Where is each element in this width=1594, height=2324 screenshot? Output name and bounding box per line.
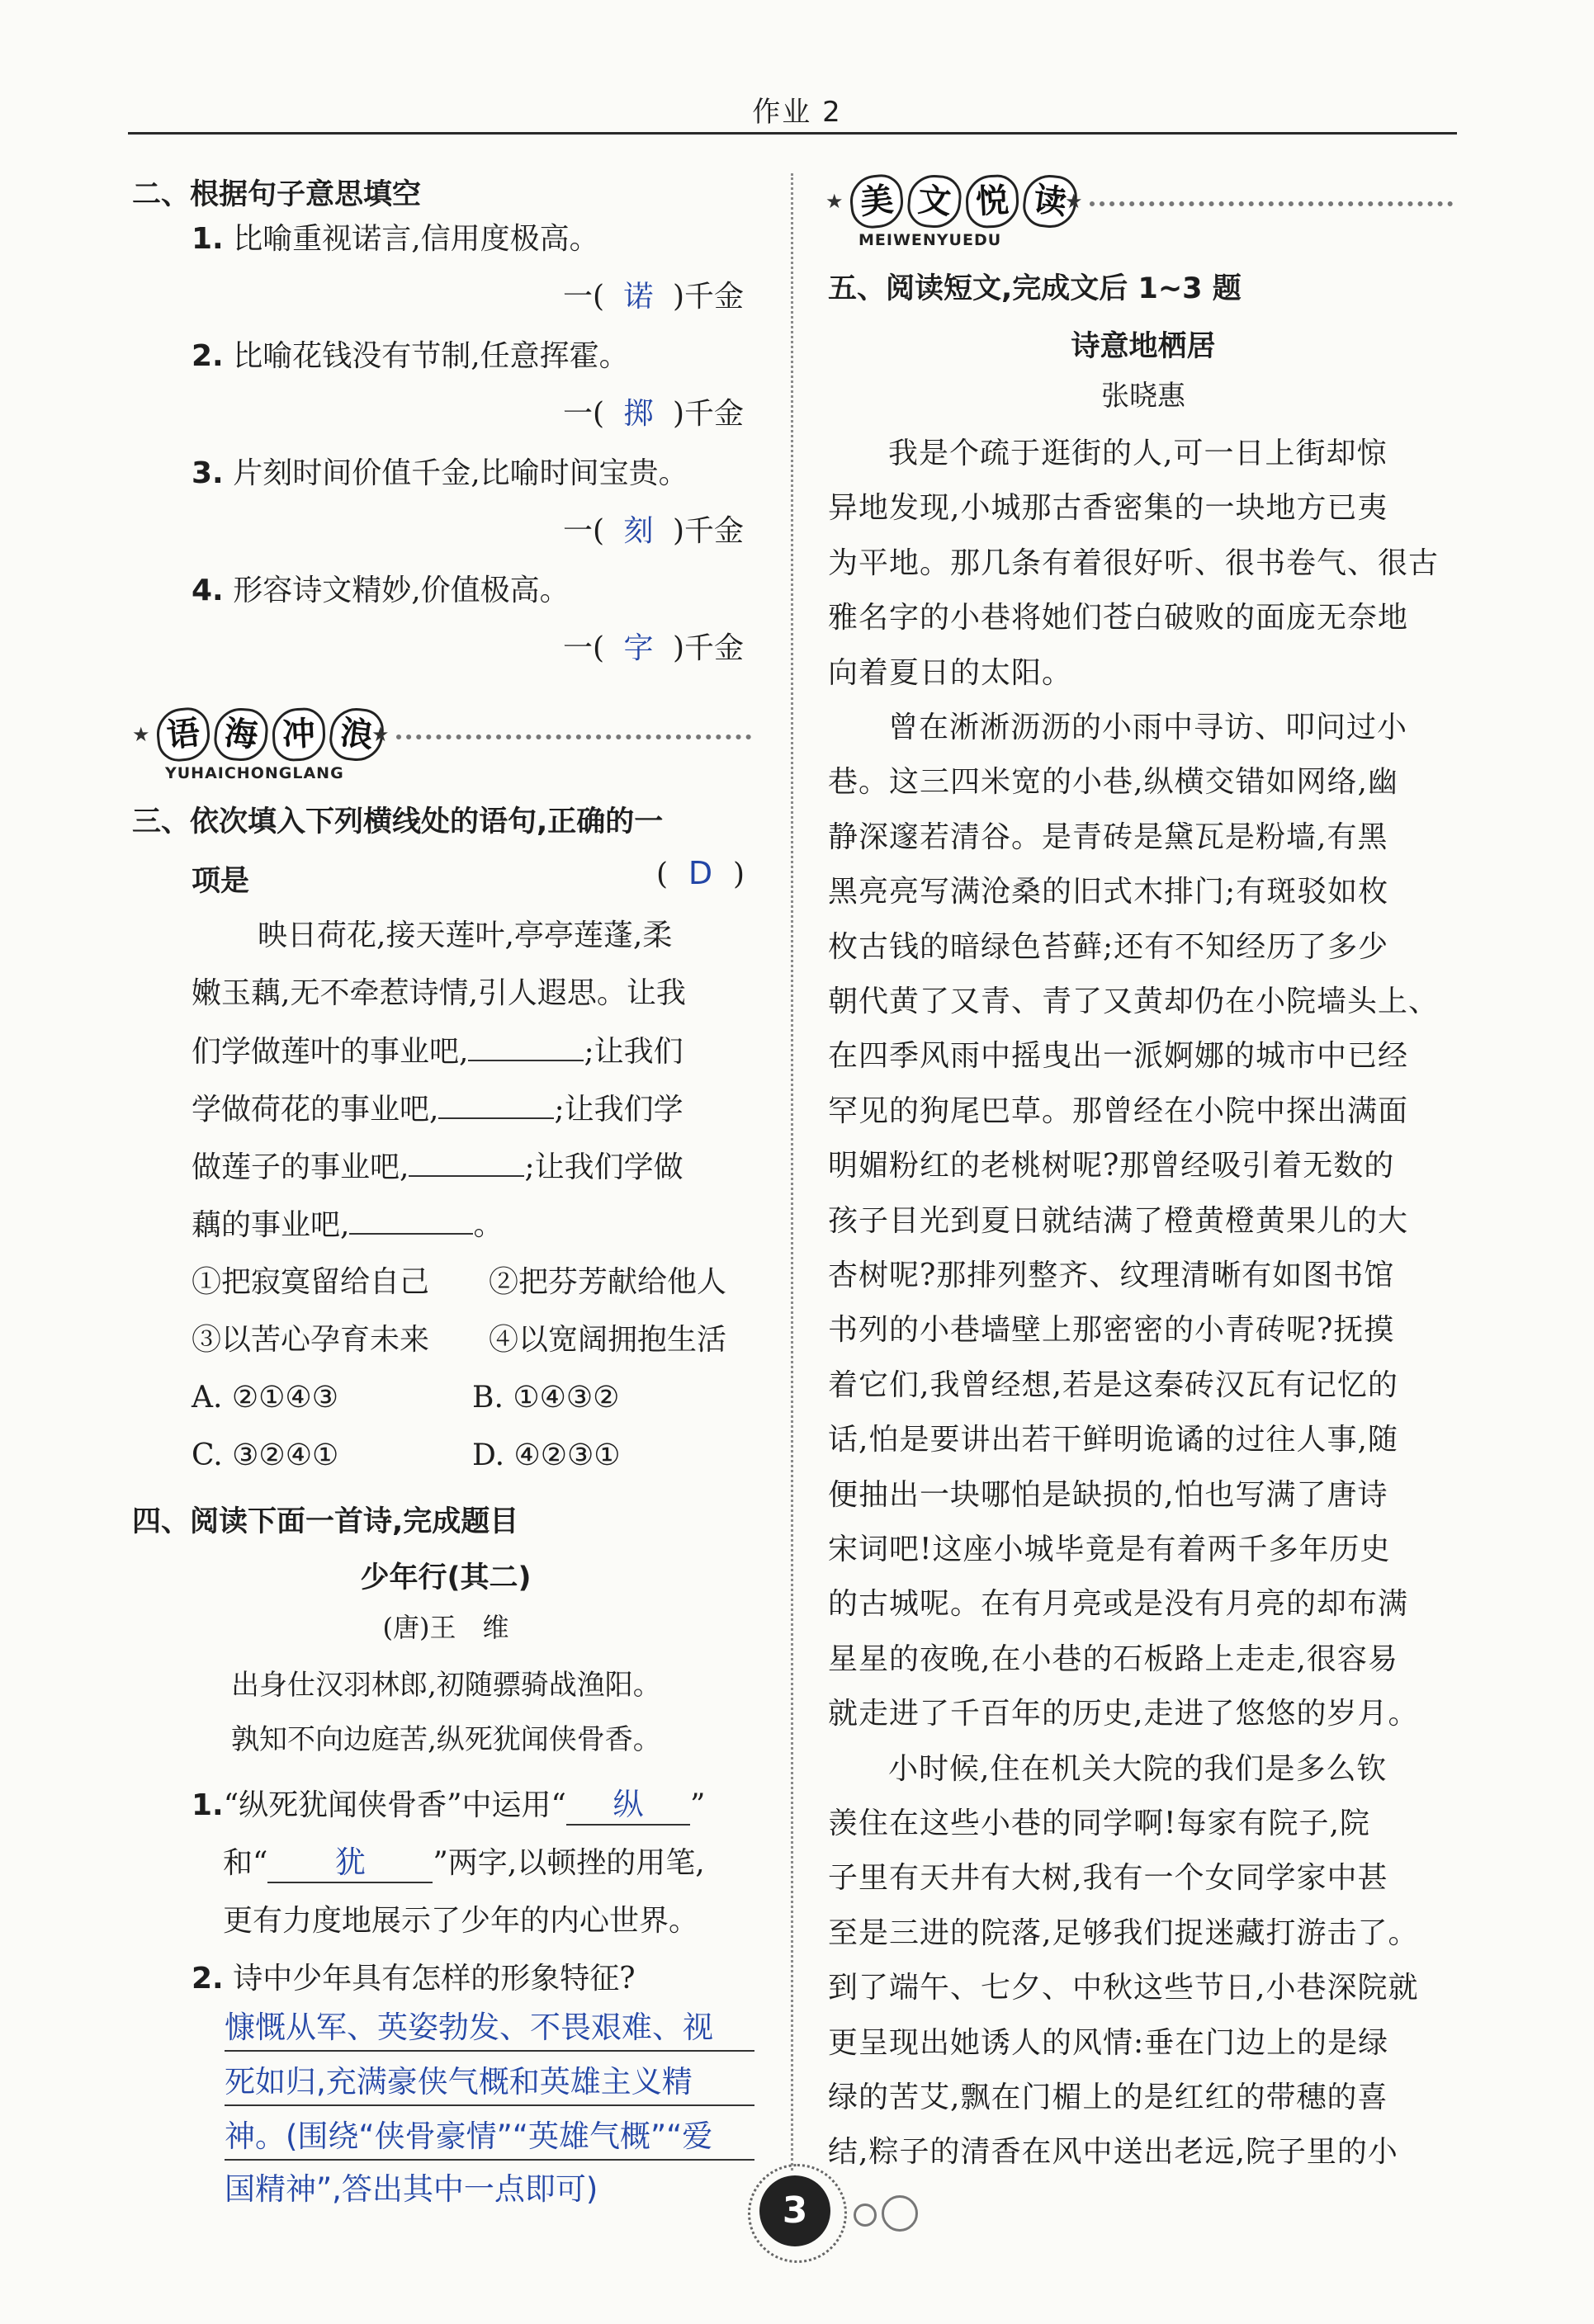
article-line: 宋词吧!这座小城毕竟是有着两千多年历史: [828, 1533, 1391, 1566]
article-line: 罕见的狗尾巴草。那曾经在小院中探出满面: [828, 1094, 1409, 1128]
banner-chars: [157, 708, 383, 761]
article-line: 向着夏日的太阳。: [828, 656, 1073, 690]
article-line: 的古城呢。在有月亮或是没有月亮的却布满: [828, 1587, 1409, 1621]
sec2-item-1-answer: 诺: [623, 280, 654, 314]
q1-text: “纵死犹闻侠骨香”中运用“: [223, 1788, 566, 1822]
sec2-item-3-text: 片刻时间价值千金,比喻时间宝贵。: [233, 456, 688, 490]
sec3-option-1: ①把寂寞留给自己: [192, 1265, 430, 1299]
q1-text: ”: [689, 1788, 706, 1822]
article-line: 为平地。那几条有着很好听、很书卷气、很古: [828, 546, 1440, 580]
article-line: 结,粽子的清香在风中送出老远,院子里的小: [828, 2135, 1398, 2169]
bracket-close: ): [732, 857, 745, 891]
q2-answer-line-4: 国精神”,答出其中一点即可): [225, 2171, 598, 2207]
sec3-choice-b: B. ①④③②: [472, 1381, 620, 1415]
article-line: 异地发现,小城那古香密集的一块地方已夷: [828, 491, 1388, 525]
article-line: 着它们,我曾经想,若是这秦砖汉瓦有记忆的: [828, 1368, 1398, 1402]
sec2-item-2-answer: 掷: [623, 397, 654, 431]
article-line: 静深邃若清谷。是青砖是黛瓦是粉墙,有黑: [828, 820, 1388, 854]
sec2-item-1-answer-line: [563, 279, 744, 315]
sec3-answer: D: [688, 855, 713, 891]
sec2-item-2-answer-line: [563, 396, 744, 432]
sec4-q1-line2: [223, 1845, 705, 1883]
para-text: 学做荷花的事业吧,: [192, 1093, 439, 1127]
fill-blank: [468, 1033, 584, 1061]
sec2-item-2-text: 比喻花钱没有节制,任意挥霍。: [233, 339, 629, 373]
sec2-item-3: [192, 456, 688, 492]
section-2-title: 二、根据句子意思填空: [132, 178, 422, 211]
sec3-choice-a: A. ②①④③: [192, 1381, 338, 1415]
banner-dotted-line: [1090, 201, 1453, 206]
page-number: 3: [759, 2175, 830, 2246]
section-4-title: 四、阅读下面一首诗,完成题目: [132, 1505, 519, 1538]
q1-num: 1.: [192, 1788, 224, 1822]
answer-prefix: 一(: [563, 280, 605, 314]
poem-line-2: 孰知不向边庭苦,纵死犹闻侠骨香。: [231, 1723, 661, 1756]
answer-underline: [225, 2104, 754, 2106]
banner-char: 美: [848, 172, 906, 230]
banner-chars: [850, 175, 1076, 228]
para-text: ;让我们学: [554, 1093, 683, 1127]
poem-title: 少年行(其二): [360, 1561, 532, 1594]
answer-suffix: )千金: [672, 280, 744, 314]
article-line: 羡住在这些小巷的同学啊!每家有院子,院: [828, 1807, 1370, 1840]
banner-pinyin: MEIWENYUEDU: [858, 231, 1002, 249]
sec3-option-2: ②把芬芳献给他人: [489, 1265, 727, 1299]
article-line: 在四季风雨中摇曳出一派婀娜的城市中已经: [828, 1039, 1409, 1073]
sec2-item-4-answer: 字: [623, 631, 654, 665]
sec2-item-4-answer-line: [563, 631, 744, 667]
article-line: 小时候,住在机关大院的我们是多么钦: [888, 1752, 1388, 1786]
article-line: 书列的小巷墙壁上那密密的小青砖呢?抚摸: [828, 1313, 1395, 1347]
sec3-choice-d: D. ④②③①: [472, 1438, 621, 1472]
banner-char: 读: [1020, 172, 1079, 230]
bracket-open: (: [656, 857, 669, 891]
section-3-title-line1: 三、依次填入下列横线处的语句,正确的一: [132, 805, 664, 838]
banner-yuhaichonglang: [132, 708, 759, 782]
q1-answer-1: 纵: [566, 1793, 690, 1826]
answer-suffix: )千金: [672, 397, 744, 431]
banner-pinyin: YUHAICHONGLANG: [165, 764, 344, 782]
star-icon: ★: [825, 190, 844, 213]
article-line: 明媚粉红的老桃树呢?那曾经吸引着无数的: [828, 1149, 1395, 1183]
q1-answer-2: 犹: [267, 1850, 433, 1883]
sec3-para-line5: [192, 1149, 683, 1186]
para-text: 做莲子的事业吧,: [192, 1150, 409, 1184]
article-line: 至是三进的院落,足够我们捉迷藏打游击了。: [828, 1916, 1419, 1950]
sec2-item-4: [192, 573, 570, 609]
para-text: ;让我们: [584, 1035, 683, 1069]
article-line: 黑亮亮写满沧桑的旧式木排门;有斑驳如枚: [828, 875, 1389, 909]
article-title: 诗意地栖居: [1071, 330, 1216, 363]
article-line: 枚古钱的暗绿色苔藓;还有不知经历了多少: [828, 930, 1389, 964]
article-line: 雅名字的小巷将她们苍白破败的面庞无奈地: [828, 601, 1409, 635]
article-line: 就走进了千百年的历史,走进了悠悠的岁月。: [828, 1697, 1419, 1731]
banner-meiwenyuedu: [825, 175, 1461, 249]
sec3-para-line3: [192, 1033, 683, 1070]
banner-char: 浪: [327, 705, 385, 763]
q1-text: 和“: [223, 1846, 268, 1880]
sec2-item-2: [192, 338, 629, 375]
article-line: 我是个疏于逛街的人,可一日上街却惊: [888, 437, 1388, 470]
para-text: 藕的事业吧,: [192, 1208, 350, 1242]
article-line: 到了端午、七夕、中秋这些节日,小巷深院就: [828, 1971, 1419, 2005]
sec2-item-4-text: 形容诗文精妙,价值极高。: [233, 574, 570, 607]
article-line: 巷。这三四米宽的小巷,纵横交错如网络,幽: [828, 765, 1398, 799]
sec2-item-1: [192, 221, 599, 257]
sec3-para-line4: [192, 1091, 683, 1128]
sec3-para-line6: [192, 1207, 503, 1244]
sec3-para-line1: 映日荷花,接天莲叶,亭亭莲蓬,柔: [258, 919, 673, 952]
article-line: 绿的苦艾,飘在门楣上的是红红的带穗的喜: [828, 2081, 1388, 2114]
page-header-title: 作业 2: [752, 96, 842, 129]
answer-underline: [225, 2050, 754, 2052]
article-line: 朝代黄了又青、青了又黄却仍在小院墙头上、: [828, 985, 1440, 1018]
banner-char: 文: [906, 172, 963, 229]
sec2-item-4-num: 4.: [192, 574, 224, 607]
sec2-item-1-num: 1.: [192, 222, 224, 256]
decor-circle-small: [854, 2204, 877, 2227]
article-line: 杏树呢?那排列整齐、纹理清晰有如图书馆: [828, 1259, 1395, 1292]
q2-text: 诗中少年具有怎样的形象特征?: [233, 1962, 636, 1996]
header-rule: [128, 132, 1457, 135]
q2-answer-line-2: 死如归,充满豪侠气概和英雄主义精: [225, 2064, 693, 2100]
sec2-item-3-num: 3.: [192, 456, 224, 490]
star-icon: ★: [1065, 190, 1083, 213]
para-text: 。: [473, 1208, 504, 1242]
fill-blank: [438, 1091, 554, 1119]
banner-char: 冲: [271, 706, 326, 762]
sec3-para-line2: 嫩玉藕,无不牵惹诗情,引人遐思。让我: [192, 976, 686, 1010]
answer-suffix: )千金: [672, 631, 744, 665]
article-line: 更呈现出她诱人的风情:垂在门边上的是绿: [828, 2026, 1389, 2060]
poem-line-1: 出身仕汉羽林郎,初随骠骑战渔阳。: [231, 1669, 661, 1702]
q2-num: 2.: [192, 1962, 224, 1996]
sec3-option-3: ③以苦心孕育未来: [192, 1323, 430, 1357]
sec3-option-4: ④以宽阔拥抱生活: [489, 1323, 727, 1357]
article-line: 星星的夜晚,在小巷的石板路上走走,很容易: [828, 1642, 1398, 1676]
sec4-q1-line1: [192, 1788, 705, 1826]
star-icon: ★: [371, 723, 390, 746]
banner-char: 语: [154, 706, 212, 763]
q2-answer-line-3: 神。(围绕“侠骨豪情”“英雄气概”“爱: [225, 2119, 713, 2154]
article-line: 便抽出一块哪怕是缺损的,怕也写满了唐诗: [828, 1478, 1388, 1512]
sec4-q1-line3: 更有力度地展示了少年的内心世界。: [223, 1904, 699, 1938]
sec2-item-1-text: 比喻重视诺言,信用度极高。: [233, 222, 599, 256]
article-line: 话,怕是要讲出若干鲜明诡谲的过往人事,随: [828, 1423, 1398, 1457]
q2-answer-line-1: 慷慨从军、英姿勃发、不畏艰难、视: [225, 2010, 713, 2045]
section-5-title: 五、阅读短文,完成文后 1~3 题: [828, 272, 1242, 305]
answer-prefix: 一(: [563, 514, 605, 548]
answer-prefix: 一(: [563, 397, 605, 431]
article-author: 张晓惠: [1101, 380, 1185, 413]
q1-text: ”两字,以顿挫的用笔,: [433, 1846, 705, 1880]
banner-char: 悦: [964, 173, 1019, 229]
column-divider: [791, 173, 793, 2170]
section-3-title-line2: 项是: [192, 865, 250, 898]
decor-circle-medium: [882, 2195, 918, 2232]
article-line: 曾在淅淅沥沥的小雨中寻访、叩问过小: [888, 711, 1408, 744]
answer-underline: [225, 2159, 754, 2161]
banner-char: 海: [212, 706, 269, 763]
para-text: ;让我们学做: [524, 1150, 683, 1184]
star-icon: ★: [132, 723, 150, 746]
poem-author: (唐)王 维: [382, 1612, 509, 1643]
sec3-choice-c: C. ③②④①: [192, 1438, 339, 1472]
sec3-answer-bracket: [656, 855, 745, 893]
article-line: 子里有天井有大树,我有一个女同学家中甚: [828, 1861, 1388, 1895]
sec2-item-3-answer: 刻: [623, 514, 654, 548]
article-line: 孩子目光到夏日就结满了橙黄橙黄果儿的大: [828, 1204, 1409, 1238]
sec4-q2-question: [192, 1961, 636, 1997]
fill-blank: [349, 1207, 473, 1235]
sec2-item-2-num: 2.: [192, 339, 224, 373]
para-text: 们学做莲叶的事业吧,: [192, 1035, 469, 1069]
fill-blank: [409, 1149, 524, 1177]
banner-dotted-line: [396, 735, 751, 739]
answer-prefix: 一(: [563, 631, 605, 665]
sec2-item-3-answer-line: [563, 513, 744, 550]
answer-suffix: )千金: [672, 514, 744, 548]
